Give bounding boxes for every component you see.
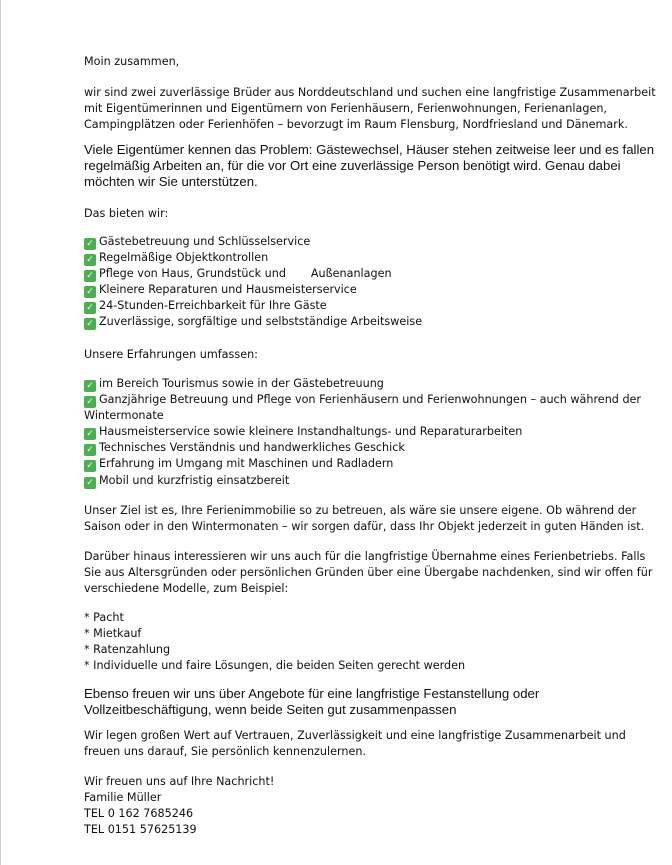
phone-number-1: TEL 0 162 7685246 <box>84 807 194 821</box>
list-item: * Pacht <box>84 611 124 624</box>
check-mark-icon: ✓ <box>84 270 96 282</box>
intro-paragraph: wir sind zwei zuverlässige Brüder aus Norddeutschland und suchen eine langfristige Zusammenarbeit mit Eigentümerinnen und Eigentümern von Ferienhäusern, Ferienwohnungen, Ferienanlagen, Campingplätzen oder Ferienhöfen – bevorzugt im Raum Flensburg, Nordfriesland und Dänemark. <box>84 86 656 132</box>
check-mark-icon: ✓ <box>84 302 96 314</box>
signature-block <box>84 774 274 838</box>
list-item: ✓ Hausmeisterservice sowie kleinere Instandhaltungs- und Reparaturarbeiten <box>84 424 659 440</box>
check-mark-icon: ✓ <box>84 477 96 489</box>
problem-paragraph: Viele Eigentümer kennen das Problem: Gästewechsel, Häuser stehen zeitweise leer und es fallen regelmäßig Arbeiten an, für die vor Ort eine zuverlässige Person benötigt wird. Genau dabei möchten wir Sie unterstützen. <box>84 142 655 189</box>
list-item: ✓ im Bereich Tourismus sowie in der Gästebetreuung <box>84 376 659 392</box>
check-mark-icon: ✓ <box>84 238 96 250</box>
phone-number-2: TEL 0151 57625139 <box>84 823 197 837</box>
offer-list <box>84 234 659 331</box>
list-item: ✓ Regelmäßige Objektkontrollen <box>84 250 659 266</box>
greeting: Moin zusammen, <box>84 55 180 68</box>
check-mark-icon: ✓ <box>84 428 96 440</box>
list-item: ✓ Zuverlässige, sorgfältige und selbstständige Arbeitsweise <box>84 314 659 330</box>
list-item: * Individuelle und faire Lösungen, die beiden Seiten gerecht werden <box>84 659 466 673</box>
check-mark-icon: ✓ <box>84 444 96 456</box>
check-mark-icon: ✓ <box>84 396 96 408</box>
experience-list <box>84 376 659 489</box>
check-mark-icon: ✓ <box>84 254 96 266</box>
experience-heading: Unsere Erfahrungen umfassen: <box>84 348 258 361</box>
list-item: ✓ Mobil und kurzfristig einsatzbereit <box>84 473 659 489</box>
list-item: ✓ 24-Stunden-Erreichbarkeit für Ihre Gäste <box>84 298 659 314</box>
check-mark-icon: ✓ <box>84 318 96 330</box>
offer-heading: Das bieten wir: <box>84 207 169 220</box>
check-mark-icon: ✓ <box>84 380 96 392</box>
takeover-paragraph: Darüber hinaus interessieren wir uns auch für die langfristige Übernahme eines Ferienbetriebs. Falls Sie aus Altersgründen oder persönlichen Gründen über eine Übergabe nachdenken, sind wir offen für verschiedene Modelle, zum Beispiel: <box>84 550 653 596</box>
list-item: ✓ Erfahrung im Umgang mit Maschinen und Radladern <box>84 456 659 472</box>
list-item: ✓ Kleinere Reparaturen und Hausmeisterservice <box>84 282 659 298</box>
list-item: * Mietkauf <box>84 627 142 641</box>
closing-line: Wir freuen uns auf Ihre Nachricht! <box>84 775 275 788</box>
check-mark-icon: ✓ <box>84 286 96 298</box>
check-mark-icon: ✓ <box>84 460 96 472</box>
list-item: ✓ Gästebetreuung und Schlüsselservice <box>84 234 659 250</box>
values-paragraph: Wir legen großen Wert auf Vertrauen, Zuverlässigkeit und eine langfristige Zusammenarbeit und freuen uns darauf, Sie persönlich kennenzulernen. <box>84 729 626 759</box>
goal-paragraph: Unser Ziel ist es, Ihre Ferienimmobilie so zu betreuen, als wäre sie unsere eigene. Ob während der Saison oder in den Wintermonaten – wir sorgen dafür, dass Ihr Objekt jederzeit in guten Händen ist. <box>84 504 645 534</box>
employment-paragraph: Ebenso freuen wir uns über Angebote für eine langfristige Festanstellung oder Vollzeitbeschäftigung, wenn beide Seiten gut zusammenpassen <box>84 686 540 717</box>
list-item: ✓ Technisches Verständnis und handwerkliches Geschick <box>84 440 659 456</box>
list-item: * Ratenzahlung <box>84 643 171 657</box>
models-list <box>84 610 659 674</box>
list-item: ✓ Ganzjährige Betreuung und Pflege von Ferienhäusern und Ferienwohnungen – auch während der Wintermonate <box>84 393 642 423</box>
signature-name: Familie Müller <box>84 791 162 805</box>
list-item: ✓ Pflege von Haus, Grundstück und Außenanlagen <box>84 266 659 282</box>
